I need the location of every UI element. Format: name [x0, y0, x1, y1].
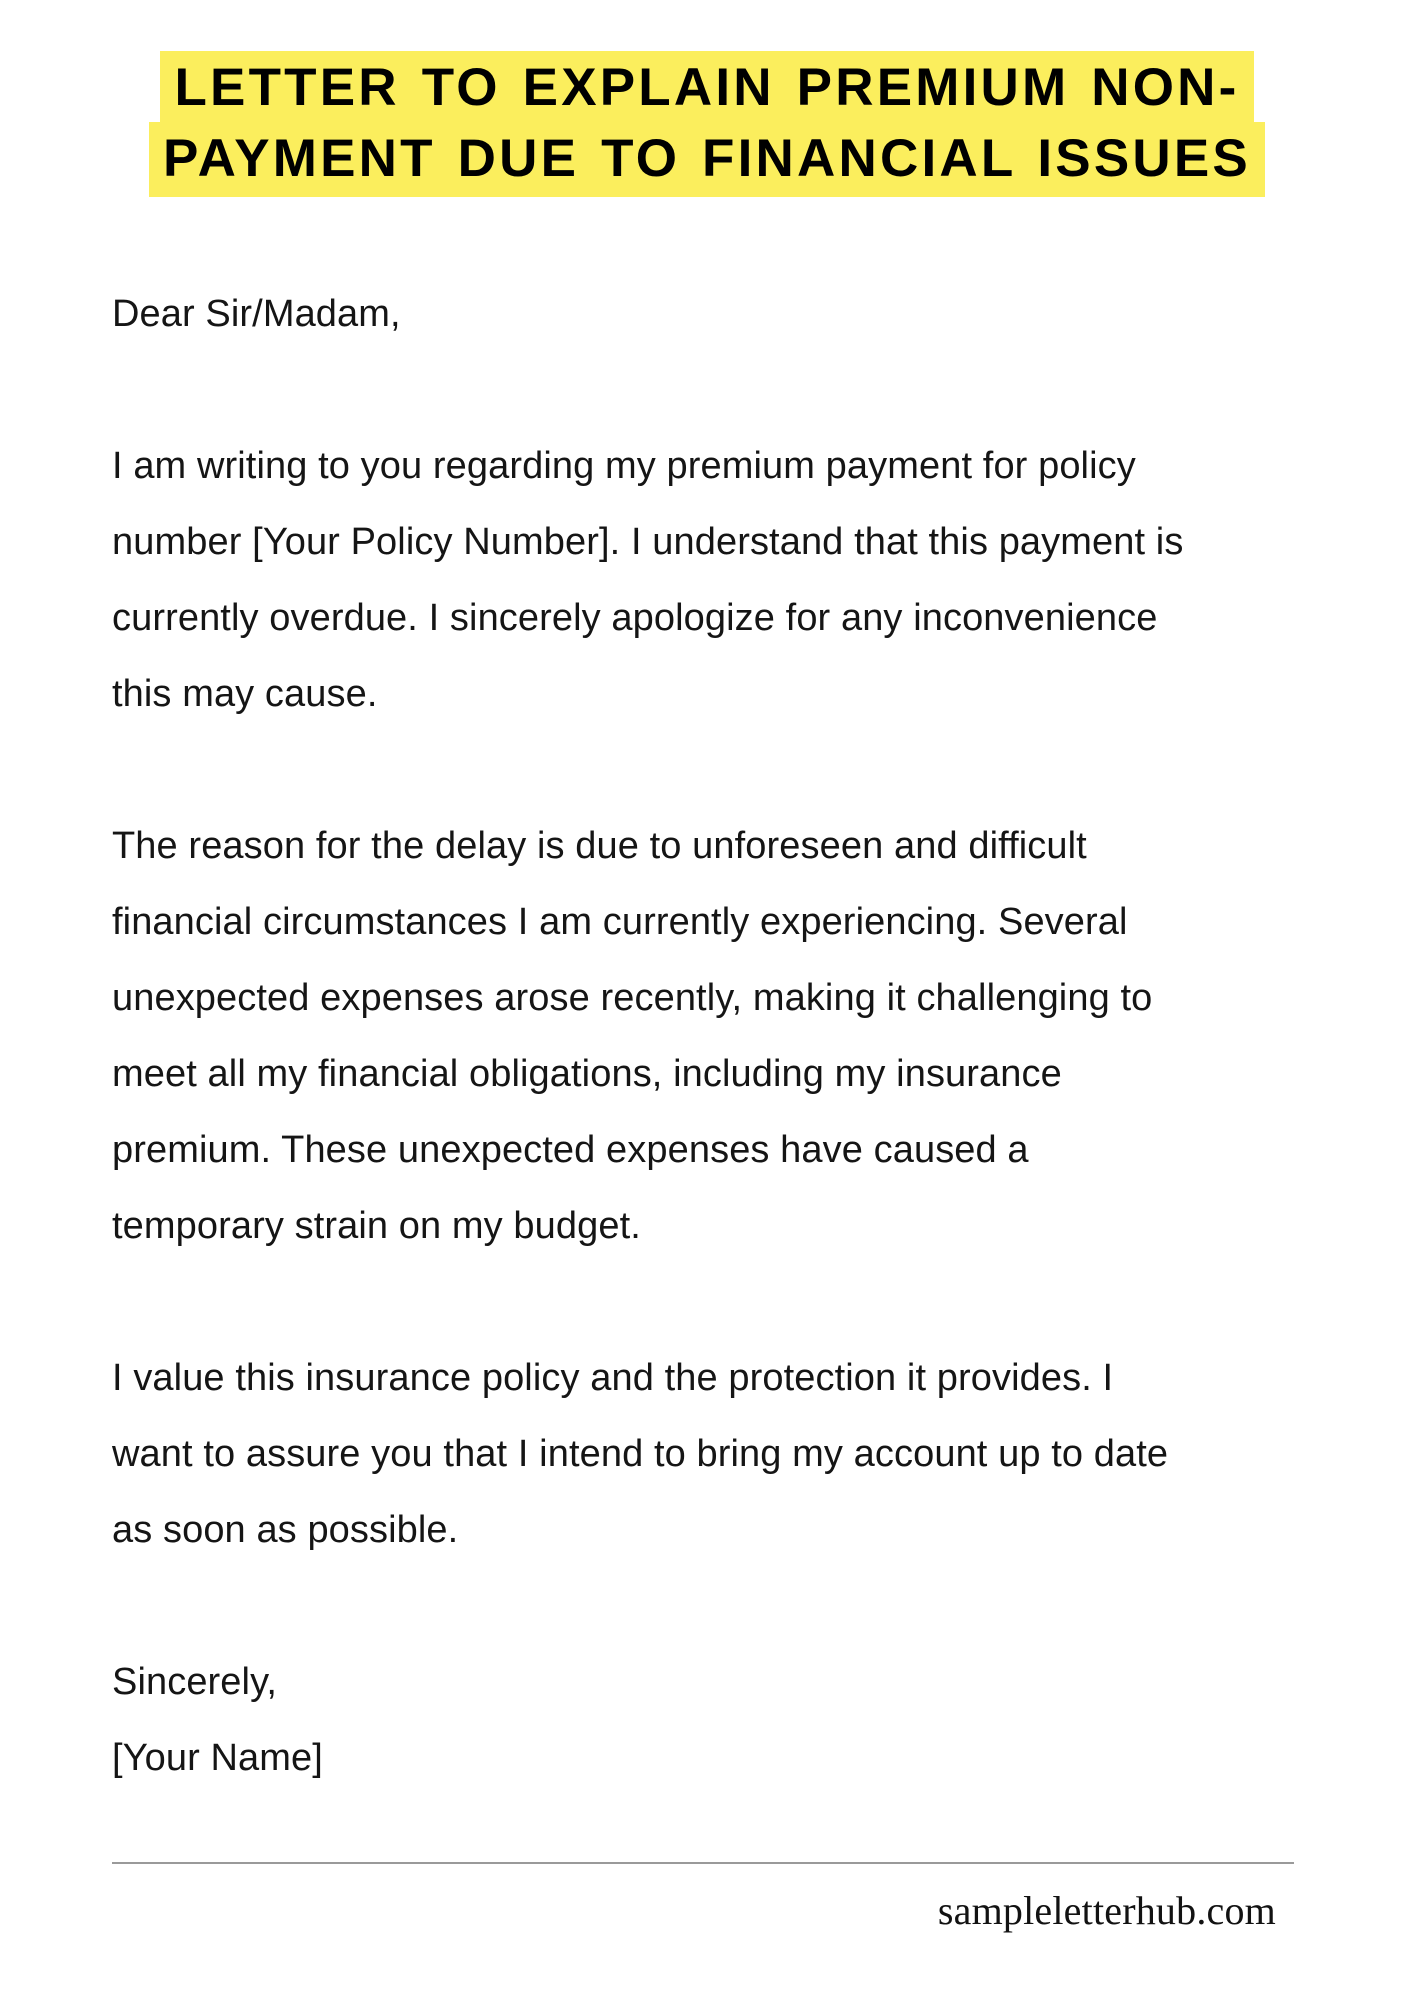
signoff-block [112, 1644, 1190, 1796]
letter-paragraph-3: I value this insurance policy and the protection it provides. I want to assure you that I intend to bring my account up to date as soon as possible. [112, 1357, 1169, 1551]
salutation: Dear Sir/Madam, [112, 293, 401, 335]
footer-website: sampleletterhub.com [937, 1888, 1276, 1933]
signature-name: [Your Name] [112, 1737, 323, 1779]
closing-line: Sincerely, [112, 1661, 278, 1703]
page-title-highlight: LETTER TO EXPLAIN PREMIUM NON-PAYMENT DUE TO FINANCIAL ISSUES [149, 51, 1265, 197]
title-block [0, 52, 1414, 194]
letter-paragraph-2: The reason for the delay is due to unforeseen and difficult financial circumstances I am currently experiencing. Several unexpected expenses arose recently, making it challenging to meet all my financial obligations, including my insurance premium. These unexpected expenses have caused a temporary strain on my budget. [112, 825, 1153, 1247]
letter-paragraph-1: I am writing to you regarding my premium payment for policy number [Your Policy Number]. I understand that this payment is currently overdue. I sincerely apologize for any inconvenience this may cause. [112, 445, 1184, 715]
page-title [40, 52, 1374, 194]
letter-body [112, 276, 1190, 1796]
footer-divider [112, 1862, 1294, 1864]
footer [112, 1862, 1294, 1934]
